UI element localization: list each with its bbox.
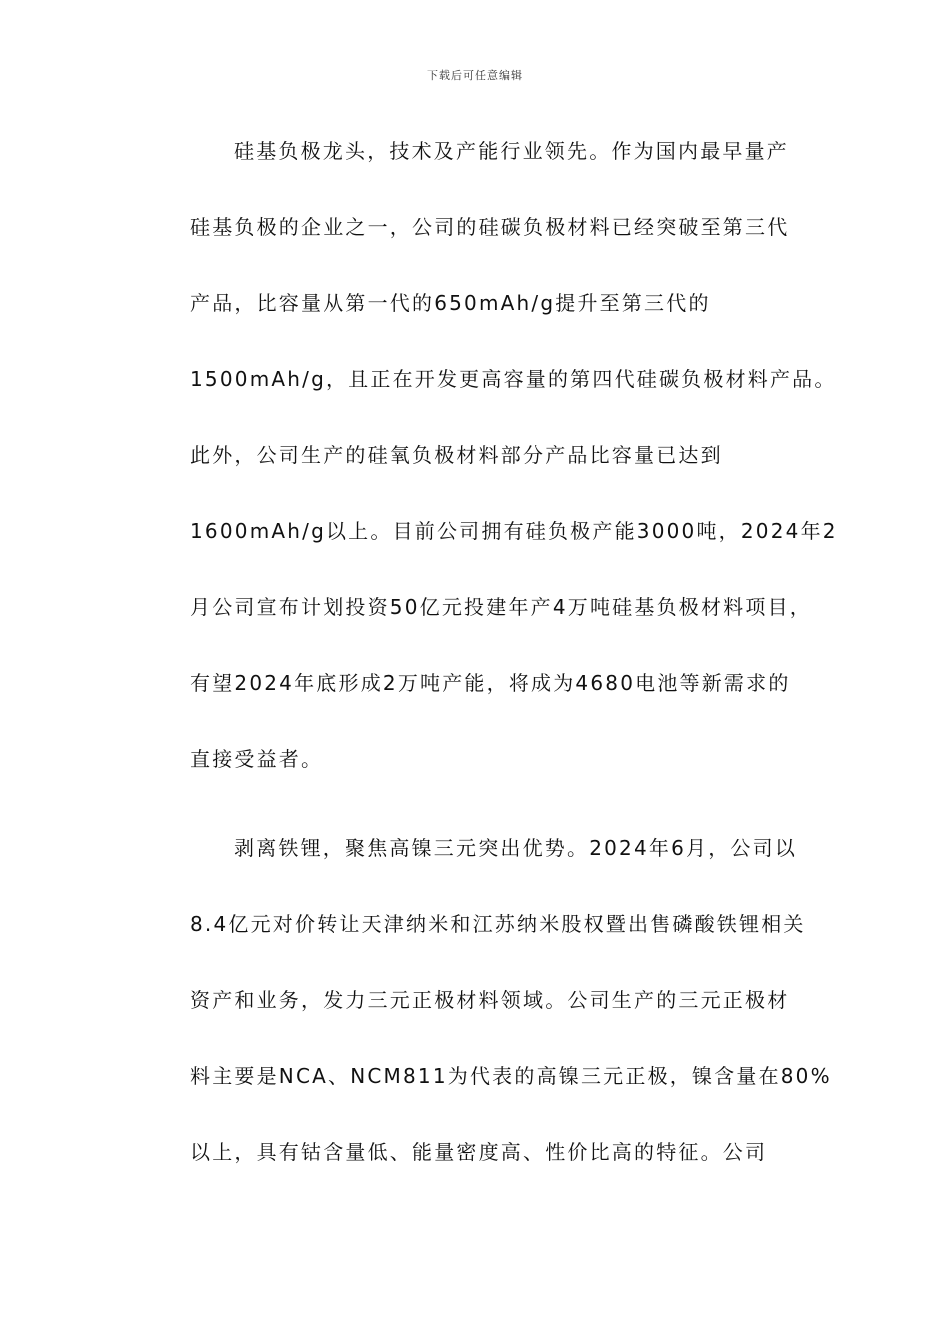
text-line: 资产和业务，发力三元正极材料领域。公司生产的三元正极材 — [190, 988, 790, 1012]
text-line: 硅基负极龙头，技术及产能行业领先。作为国内最早量产 — [234, 139, 789, 163]
text-line: 此外，公司生产的硅氧负极材料部分产品比容量已达到 — [190, 443, 723, 467]
page-header-note: 下载后可任意编辑 — [427, 69, 523, 82]
text-line: 8.4亿元对价转让天津纳米和江苏纳米股权暨出售磷酸铁锂相关 — [190, 912, 806, 936]
text-line: 直接受益者。 — [190, 747, 324, 771]
text-line: 以上，具有钴含量低、能量密度高、性价比高的特征。公司 — [190, 1140, 768, 1164]
paragraph-silicon-anode — [190, 113, 838, 797]
text-line: 1500mAh/g，且正在开发更高容量的第四代硅碳负极材料产品。 — [190, 367, 837, 391]
text-line: 硅基负极的企业之一，公司的硅碳负极材料已经突破至第三代 — [190, 215, 790, 239]
text-line: 有望2024年底形成2万吨产能，将成为4680电池等新需求的 — [190, 671, 791, 695]
text-line: 月公司宣布计划投资50亿元投建年产4万吨硅基负极材料项目， — [190, 595, 812, 619]
text-line: 产品，比容量从第一代的650mAh/g提升至第三代的 — [190, 291, 711, 315]
paragraph-high-nickel-ternary — [190, 810, 832, 1190]
text-line: 料主要是NCA、NCM811为代表的高镍三元正极，镍含量在80% — [190, 1064, 832, 1088]
text-line: 1600mAh/g以上。目前公司拥有硅负极产能3000吨，2024年2 — [190, 519, 838, 543]
text-line: 剥离铁锂，聚焦高镍三元突出优势。2024年6月，公司以 — [234, 836, 798, 860]
